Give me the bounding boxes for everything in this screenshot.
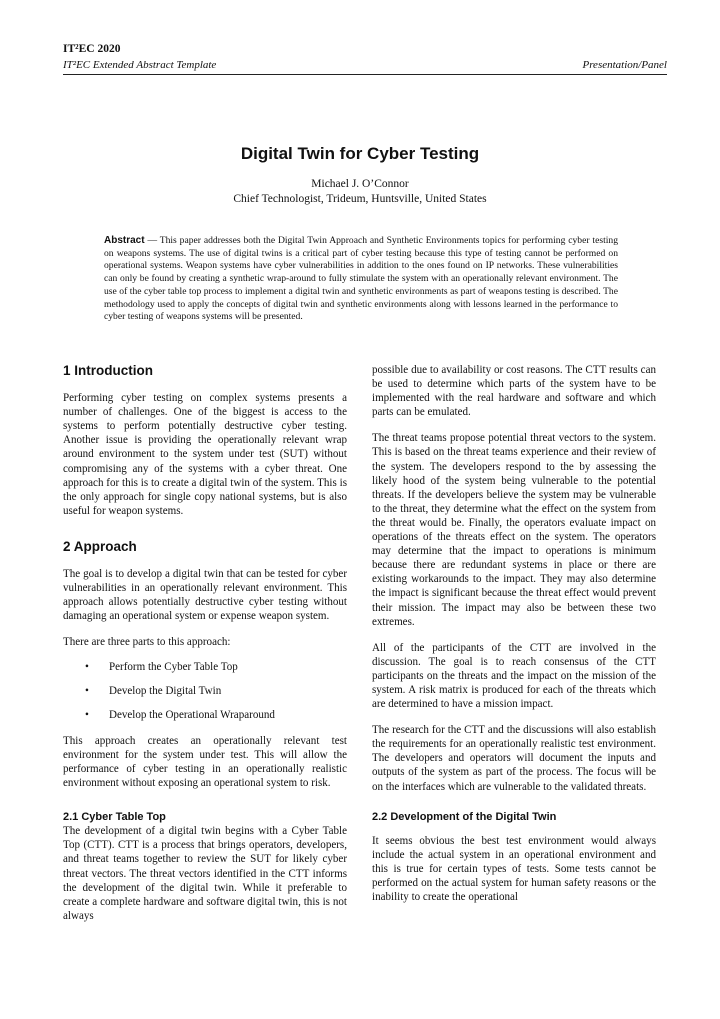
list-item (63, 684, 347, 698)
paper-title: Digital Twin for Cyber Testing (240, 144, 480, 163)
bullet-icon: • (85, 684, 89, 697)
ctt-paragraph-5: The research for the CTT and the discussions will also establish the requirements for an operationally realistic test environment. The developers and operators will document the inputs and outputs of the system as part of the process. The focus will be on the interfaces which are vulnerable to the validated threats. (372, 724, 656, 793)
section-heading-cyber-table-top: 2.1 Cyber Table Top (63, 811, 166, 824)
list-item (63, 708, 347, 722)
ctt-paragraph-2: possible due to availability or cost reasons. The CTT results can be used to determine which parts of the system have to be implemented with the real hardware and software and which parts can be emulated. (372, 364, 656, 419)
section-heading-introduction: 1 Introduction (63, 363, 153, 378)
header-category: Presentation/Panel (582, 59, 667, 71)
list-item-text: Develop the Operational Wraparound (109, 708, 275, 721)
abstract-text: — This paper addresses both the Digital Twin Approach and Synthetic Environments topics for performing cyber testing on weapons systems. The use of digital twins is a critical part of cyber testing because this type of testing cannot be performed on operational systems. Weapon systems have cyber vulnerabilities in addition to the ones found on IP networks. These vulnerabilities can only be found by creating a synthetic wrap-around to fully stimulate the system with an operationally relevant environment. The use of the cyber table top process to implement a digital twin and synthetic environments as part of weapons testing is described. The methodology used to apply the concepts of digital twin and synthetic environments along with lessons learned in the performance to cyber testing of weapons systems will be presented. (104, 235, 618, 323)
abstract-label: Abstract (104, 235, 145, 246)
approach-bullet-list (63, 660, 347, 722)
header-conference: IT²EC 2020 (63, 43, 121, 55)
list-item (63, 660, 347, 674)
approach-paragraph-3: This approach creates an operationally relevant test environment for the system under test. This will allow the performance of cyber testing in an operationally realistic environment without exposing an operational system to risk. (63, 734, 347, 790)
approach-paragraph-1: The goal is to develop a digital twin that can be tested for cyber vulnerabilities in an operationally relevant environment. This approach allows potentially destructive cyber testing without damaging an operational system or expense weapon system. (63, 568, 347, 623)
section-heading-digital-twin: 2.2 Development of the Digital Twin (372, 810, 557, 823)
intro-paragraph: Performing cyber testing on complex systems presents a number of challenges. One of the biggest is access to the systems to perform potentially destructive cyber testing. Another issue is providing the operationally relevant wrap around environment to the system under test (SUT) without compromising any of the systems with a cyber threat. One approach for this is to create a digital twin of the system. This is the only approach for single copy national systems, but is also useful for weapon systems. (63, 392, 347, 517)
bullet-icon: • (85, 708, 89, 721)
bullet-icon: • (85, 660, 89, 673)
ctt-paragraph-3: The threat teams propose potential threat vectors to the system. This is based on the threat teams experience and their review of the system. The developers respond to the by assessing the likely hood of the system being vulnerable to the potential threats. If the developers believe the system may be vulnerable to the threat, they determine what the effect on the system from the threat would be. Finally, the operators evaluate impact on operations of the threats effect on the system. The operators may determine that the impact to operations is minimum because there are redundant systems in place or there are existing workarounds to the impact. They may also determine the impact is significant because the threat effect would prevent their mission. The impact may also be between these two extremes. (372, 432, 656, 628)
header-rule (63, 74, 667, 75)
approach-paragraph-2: There are three parts to this approach: (63, 636, 231, 649)
left-column (63, 364, 347, 923)
abstract (104, 235, 618, 324)
list-item-text: Perform the Cyber Table Top (109, 660, 238, 673)
paper-author: Michael J. O’Connor (311, 178, 409, 190)
right-column (372, 363, 656, 904)
list-item-text: Develop the Digital Twin (109, 684, 222, 697)
dt-paragraph-1: It seems obvious the best test environment would always include the actual system in an operational environment and this is true for certain types of tests. Some tests cannot be performed on the actual system for human safety reasons or the inability to create the operational (372, 834, 656, 904)
ctt-paragraph-1: The development of a digital twin begins with a Cyber Table Top (CTT). CTT is a process that brings operators, developers, and threat teams together to review the SUT for likely cyber threat vectors. The threat vectors identified in the CTT informs the development of the digital twin. While it preferable to create a complete hardware and software digital twin, this is not always (63, 825, 347, 922)
section-heading-approach: 2 Approach (63, 538, 137, 554)
paper-affiliation: Chief Technologist, Trideum, Huntsville, United States (233, 193, 487, 205)
ctt-paragraph-4: All of the participants of the CTT are involved in the discussion. The goal is to reach consensus of the CTT participants on the threats and the impact on the mission of the system. A risk matrix is produced for each of the threats which are determined to have a mission impact. (372, 641, 656, 711)
header-template-name: IT²EC Extended Abstract Template (63, 59, 217, 71)
